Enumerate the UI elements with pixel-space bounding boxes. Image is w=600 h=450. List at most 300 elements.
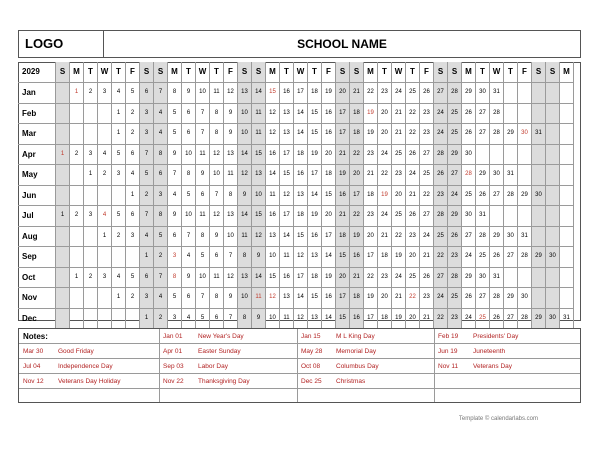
- day-cell: 28: [462, 165, 476, 186]
- month-row: [18, 227, 581, 248]
- day-cell: 29: [448, 145, 462, 166]
- day-cell: 10: [196, 83, 210, 104]
- day-cell: 15: [280, 165, 294, 186]
- day-cell: 27: [434, 83, 448, 104]
- day-cell: 26: [420, 83, 434, 104]
- weekday-header: S: [546, 62, 560, 83]
- day-cell: 18: [308, 83, 322, 104]
- day-cell: 9: [238, 186, 252, 207]
- day-cell: 14: [322, 309, 336, 330]
- day-cell: 22: [406, 104, 420, 125]
- day-cell: 14: [308, 186, 322, 207]
- day-cell: 23: [378, 83, 392, 104]
- empty-cell: [546, 186, 560, 207]
- weekday-header: M: [168, 62, 182, 83]
- day-cell: 27: [476, 288, 490, 309]
- day-cell: 7: [168, 165, 182, 186]
- day-cell: 6: [210, 309, 224, 330]
- day-cell: 7: [224, 309, 238, 330]
- day-cell: 11: [196, 145, 210, 166]
- day-cell: 2: [98, 165, 112, 186]
- day-cell: 15: [266, 83, 280, 104]
- day-cell: 1: [112, 288, 126, 309]
- day-cell: 25: [476, 247, 490, 268]
- day-cell: 21: [350, 83, 364, 104]
- day-cell: 10: [266, 247, 280, 268]
- day-cell: 25: [448, 124, 462, 145]
- month-label: Sep: [18, 247, 56, 268]
- day-cell: 28: [490, 288, 504, 309]
- holiday-date: Feb 19: [438, 333, 459, 340]
- day-cell: 1: [70, 83, 84, 104]
- day-cell: 20: [336, 83, 350, 104]
- month-label: Feb: [18, 104, 56, 125]
- day-cell: 24: [420, 227, 434, 248]
- empty-cell: [560, 186, 574, 207]
- empty-cell: [112, 247, 126, 268]
- day-cell: 2: [126, 104, 140, 125]
- day-cell: 15: [252, 145, 266, 166]
- weekday-header-row: [18, 62, 581, 83]
- day-cell: 25: [420, 165, 434, 186]
- day-cell: 29: [448, 206, 462, 227]
- day-cell: 23: [364, 145, 378, 166]
- empty-cell: [560, 124, 574, 145]
- empty-cell: [546, 104, 560, 125]
- day-cell: 21: [420, 247, 434, 268]
- day-cell: 8: [210, 124, 224, 145]
- holiday-date: Jun 19: [438, 348, 458, 355]
- day-cell: 18: [350, 124, 364, 145]
- day-cell: 2: [126, 288, 140, 309]
- day-cell: 22: [406, 124, 420, 145]
- holiday-date: Jan 15: [301, 333, 321, 340]
- day-cell: 17: [364, 247, 378, 268]
- holiday-date: Apr 01: [163, 348, 183, 355]
- day-cell: 1: [56, 206, 70, 227]
- day-cell: 17: [322, 227, 336, 248]
- day-cell: 26: [462, 104, 476, 125]
- day-cell: 17: [350, 186, 364, 207]
- day-cell: 6: [126, 206, 140, 227]
- day-cell: 16: [280, 268, 294, 289]
- day-cell: 14: [280, 227, 294, 248]
- holiday-date: Sep 03: [163, 363, 184, 370]
- day-cell: 26: [462, 288, 476, 309]
- day-cell: 26: [420, 268, 434, 289]
- day-cell: 28: [448, 83, 462, 104]
- empty-cell: [532, 288, 546, 309]
- weekday-header: T: [182, 62, 196, 83]
- day-cell: 1: [112, 104, 126, 125]
- day-cell: 4: [126, 165, 140, 186]
- day-cell: 21: [392, 104, 406, 125]
- empty-cell: [70, 165, 84, 186]
- day-cell: 15: [294, 227, 308, 248]
- empty-cell: [56, 124, 70, 145]
- notes-section: [18, 328, 581, 403]
- empty-cell: [56, 83, 70, 104]
- month-row: [18, 124, 581, 145]
- empty-cell: [70, 124, 84, 145]
- day-cell: 1: [126, 186, 140, 207]
- day-cell: 1: [140, 309, 154, 330]
- day-cell: 21: [336, 206, 350, 227]
- day-cell: 11: [238, 227, 252, 248]
- empty-cell: [84, 227, 98, 248]
- day-cell: 12: [266, 288, 280, 309]
- month-label: Oct: [18, 268, 56, 289]
- day-cell: 22: [364, 268, 378, 289]
- empty-cell: [98, 288, 112, 309]
- day-cell: 20: [364, 227, 378, 248]
- day-cell: 5: [126, 268, 140, 289]
- day-cell: 13: [252, 165, 266, 186]
- empty-cell: [560, 83, 574, 104]
- month-row: [18, 309, 581, 330]
- day-cell: 23: [420, 288, 434, 309]
- weekday-header: M: [462, 62, 476, 83]
- day-cell: 29: [476, 165, 490, 186]
- day-cell: 10: [238, 104, 252, 125]
- day-cell: 25: [476, 309, 490, 330]
- empty-cell: [560, 268, 574, 289]
- day-cell: 29: [462, 83, 476, 104]
- empty-cell: [546, 165, 560, 186]
- day-cell: 27: [476, 124, 490, 145]
- day-cell: 22: [350, 206, 364, 227]
- day-cell: 21: [378, 227, 392, 248]
- weekday-header: M: [364, 62, 378, 83]
- day-cell: 26: [490, 247, 504, 268]
- empty-cell: [560, 165, 574, 186]
- day-cell: 29: [490, 227, 504, 248]
- day-cell: 24: [434, 124, 448, 145]
- day-cell: 22: [406, 288, 420, 309]
- day-cell: 13: [280, 104, 294, 125]
- empty-cell: [504, 104, 518, 125]
- day-cell: 13: [308, 247, 322, 268]
- day-cell: 22: [434, 309, 448, 330]
- day-cell: 9: [168, 206, 182, 227]
- day-cell: 12: [210, 206, 224, 227]
- day-cell: 29: [532, 247, 546, 268]
- holiday-name: Juneteenth: [473, 348, 506, 355]
- weekday-header: T: [378, 62, 392, 83]
- day-cell: 13: [280, 288, 294, 309]
- empty-cell: [532, 227, 546, 248]
- day-cell: 15: [336, 309, 350, 330]
- notes-column-divider: [434, 329, 435, 402]
- day-cell: 19: [322, 83, 336, 104]
- weekday-header: T: [84, 62, 98, 83]
- holiday-name: Christmas: [336, 378, 366, 385]
- month-label: Jan: [18, 83, 56, 104]
- day-cell: 28: [476, 227, 490, 248]
- day-cell: 8: [210, 288, 224, 309]
- day-cell: 5: [168, 288, 182, 309]
- empty-cell: [546, 124, 560, 145]
- day-cell: 29: [504, 124, 518, 145]
- day-cell: 28: [490, 104, 504, 125]
- weekday-header: M: [266, 62, 280, 83]
- day-cell: 30: [546, 247, 560, 268]
- day-cell: 24: [462, 247, 476, 268]
- day-cell: 8: [154, 206, 168, 227]
- day-cell: 17: [336, 124, 350, 145]
- day-cell: 28: [504, 186, 518, 207]
- day-cell: 23: [448, 309, 462, 330]
- weekday-header: S: [434, 62, 448, 83]
- day-cell: 8: [196, 227, 210, 248]
- day-cell: 25: [462, 186, 476, 207]
- day-cell: 27: [476, 104, 490, 125]
- day-cell: 1: [140, 247, 154, 268]
- day-cell: 17: [364, 309, 378, 330]
- empty-cell: [518, 145, 532, 166]
- day-cell: 10: [210, 165, 224, 186]
- empty-cell: [518, 104, 532, 125]
- day-cell: 25: [448, 104, 462, 125]
- empty-cell: [504, 206, 518, 227]
- day-cell: 20: [406, 309, 420, 330]
- day-cell: 30: [462, 206, 476, 227]
- day-cell: 30: [490, 165, 504, 186]
- day-cell: 2: [154, 309, 168, 330]
- holiday-date: Jul 04: [23, 363, 41, 370]
- day-cell: 13: [238, 268, 252, 289]
- empty-cell: [70, 247, 84, 268]
- day-cell: 9: [182, 83, 196, 104]
- day-cell: 10: [224, 227, 238, 248]
- day-cell: 12: [294, 309, 308, 330]
- holiday-name: Presidents' Day: [473, 333, 519, 340]
- empty-cell: [112, 186, 126, 207]
- holiday-name: Independence Day: [58, 363, 113, 370]
- empty-cell: [504, 83, 518, 104]
- empty-cell: [126, 309, 140, 330]
- day-cell: 7: [154, 268, 168, 289]
- day-cell: 17: [294, 268, 308, 289]
- empty-cell: [98, 104, 112, 125]
- day-cell: 15: [308, 124, 322, 145]
- day-cell: 5: [112, 145, 126, 166]
- empty-cell: [560, 288, 574, 309]
- day-cell: 11: [266, 186, 280, 207]
- day-cell: 24: [392, 83, 406, 104]
- day-cell: 7: [210, 186, 224, 207]
- day-cell: 26: [490, 309, 504, 330]
- day-cell: 21: [406, 186, 420, 207]
- weekday-header: T: [504, 62, 518, 83]
- day-cell: 20: [378, 104, 392, 125]
- empty-cell: [546, 206, 560, 227]
- month-label: Nov: [18, 288, 56, 309]
- day-cell: 18: [294, 145, 308, 166]
- day-cell: 27: [504, 247, 518, 268]
- day-cell: 22: [392, 227, 406, 248]
- day-cell: 22: [350, 145, 364, 166]
- month-row: [18, 206, 581, 227]
- month-label: Jul: [18, 206, 56, 227]
- empty-cell: [84, 124, 98, 145]
- day-cell: 4: [182, 247, 196, 268]
- day-cell: 18: [378, 247, 392, 268]
- day-cell: 26: [462, 124, 476, 145]
- notes-column-divider: [159, 329, 160, 402]
- day-cell: 28: [518, 309, 532, 330]
- day-cell: 7: [196, 288, 210, 309]
- day-cell: 14: [294, 104, 308, 125]
- day-cell: 5: [196, 247, 210, 268]
- day-cell: 24: [378, 145, 392, 166]
- day-cell: 14: [266, 165, 280, 186]
- day-cell: 17: [294, 83, 308, 104]
- day-cell: 13: [266, 227, 280, 248]
- day-cell: 9: [168, 145, 182, 166]
- empty-cell: [56, 104, 70, 125]
- day-cell: 29: [518, 186, 532, 207]
- empty-cell: [98, 186, 112, 207]
- empty-cell: [560, 145, 574, 166]
- day-cell: 20: [406, 247, 420, 268]
- empty-cell: [518, 83, 532, 104]
- holiday-date: Nov 12: [23, 378, 44, 385]
- month-label: Aug: [18, 227, 56, 248]
- day-cell: 8: [168, 268, 182, 289]
- day-cell: 19: [308, 145, 322, 166]
- day-cell: 21: [392, 124, 406, 145]
- day-cell: 20: [336, 268, 350, 289]
- holiday-name: Columbus Day: [336, 363, 379, 370]
- empty-cell: [56, 309, 70, 330]
- day-cell: 6: [140, 268, 154, 289]
- day-cell: 7: [196, 124, 210, 145]
- year-label: 2029: [18, 62, 56, 83]
- day-cell: 1: [84, 165, 98, 186]
- day-cell: 12: [294, 247, 308, 268]
- day-cell: 23: [420, 124, 434, 145]
- empty-cell: [504, 145, 518, 166]
- day-cell: 31: [504, 165, 518, 186]
- day-cell: 9: [210, 227, 224, 248]
- day-cell: 16: [266, 145, 280, 166]
- day-cell: 13: [308, 309, 322, 330]
- day-cell: 16: [280, 83, 294, 104]
- day-cell: 3: [98, 268, 112, 289]
- day-cell: 3: [126, 227, 140, 248]
- day-cell: 2: [84, 268, 98, 289]
- day-cell: 14: [252, 83, 266, 104]
- day-cell: 26: [434, 165, 448, 186]
- empty-cell: [476, 145, 490, 166]
- month-label: Dec: [18, 309, 56, 330]
- day-cell: 2: [84, 83, 98, 104]
- holiday-name: New Year's Day: [198, 333, 244, 340]
- holiday-name: Memorial Day: [336, 348, 377, 355]
- day-cell: 18: [350, 288, 364, 309]
- empty-cell: [56, 288, 70, 309]
- day-cell: 25: [392, 145, 406, 166]
- day-cell: 3: [84, 206, 98, 227]
- day-cell: 2: [70, 145, 84, 166]
- day-cell: 16: [294, 165, 308, 186]
- day-cell: 13: [224, 145, 238, 166]
- day-cell: 8: [168, 83, 182, 104]
- day-cell: 20: [350, 165, 364, 186]
- day-cell: 16: [350, 247, 364, 268]
- day-cell: 22: [434, 247, 448, 268]
- day-cell: 19: [336, 165, 350, 186]
- day-cell: 25: [406, 83, 420, 104]
- day-cell: 13: [224, 206, 238, 227]
- empty-cell: [126, 247, 140, 268]
- day-cell: 27: [490, 186, 504, 207]
- day-cell: 19: [364, 104, 378, 125]
- empty-cell: [560, 206, 574, 227]
- day-cell: 5: [182, 186, 196, 207]
- holiday-date: Nov 11: [438, 363, 459, 370]
- holiday-date: Mar 30: [23, 348, 44, 355]
- day-cell: 7: [182, 227, 196, 248]
- empty-cell: [518, 165, 532, 186]
- empty-cell: [546, 268, 560, 289]
- day-cell: 8: [182, 165, 196, 186]
- day-cell: 25: [392, 206, 406, 227]
- day-cell: 26: [406, 206, 420, 227]
- day-cell: 21: [350, 268, 364, 289]
- day-cell: 16: [350, 309, 364, 330]
- empty-cell: [84, 104, 98, 125]
- day-cell: 12: [224, 83, 238, 104]
- holiday-date: Dec 25: [301, 378, 322, 385]
- weekday-header: S: [532, 62, 546, 83]
- day-cell: 23: [448, 247, 462, 268]
- month-label: Mar: [18, 124, 56, 145]
- day-cell: 16: [322, 104, 336, 125]
- day-cell: 23: [434, 186, 448, 207]
- day-cell: 6: [182, 124, 196, 145]
- weekday-header: T: [112, 62, 126, 83]
- logo-placeholder: LOGO: [19, 31, 104, 57]
- day-cell: 12: [224, 268, 238, 289]
- month-row: [18, 83, 581, 104]
- empty-cell: [70, 309, 84, 330]
- holiday-date: Jan 01: [163, 333, 183, 340]
- empty-cell: [70, 104, 84, 125]
- day-cell: 31: [490, 83, 504, 104]
- empty-cell: [84, 309, 98, 330]
- day-cell: 2: [70, 206, 84, 227]
- footer-credit: Template © calendarlabs.com: [458, 416, 538, 422]
- day-cell: 26: [448, 227, 462, 248]
- month-row: [18, 165, 581, 186]
- day-cell: 27: [420, 206, 434, 227]
- weekday-header: W: [294, 62, 308, 83]
- header-box: [18, 30, 581, 58]
- day-cell: 1: [98, 227, 112, 248]
- empty-cell: [560, 104, 574, 125]
- notes-column-divider: [297, 329, 298, 402]
- day-cell: 11: [224, 165, 238, 186]
- empty-cell: [490, 145, 504, 166]
- weekday-header: F: [322, 62, 336, 83]
- day-cell: 20: [322, 145, 336, 166]
- day-cell: 10: [182, 145, 196, 166]
- month-label: Jun: [18, 186, 56, 207]
- empty-cell: [98, 124, 112, 145]
- day-cell: 2: [112, 227, 126, 248]
